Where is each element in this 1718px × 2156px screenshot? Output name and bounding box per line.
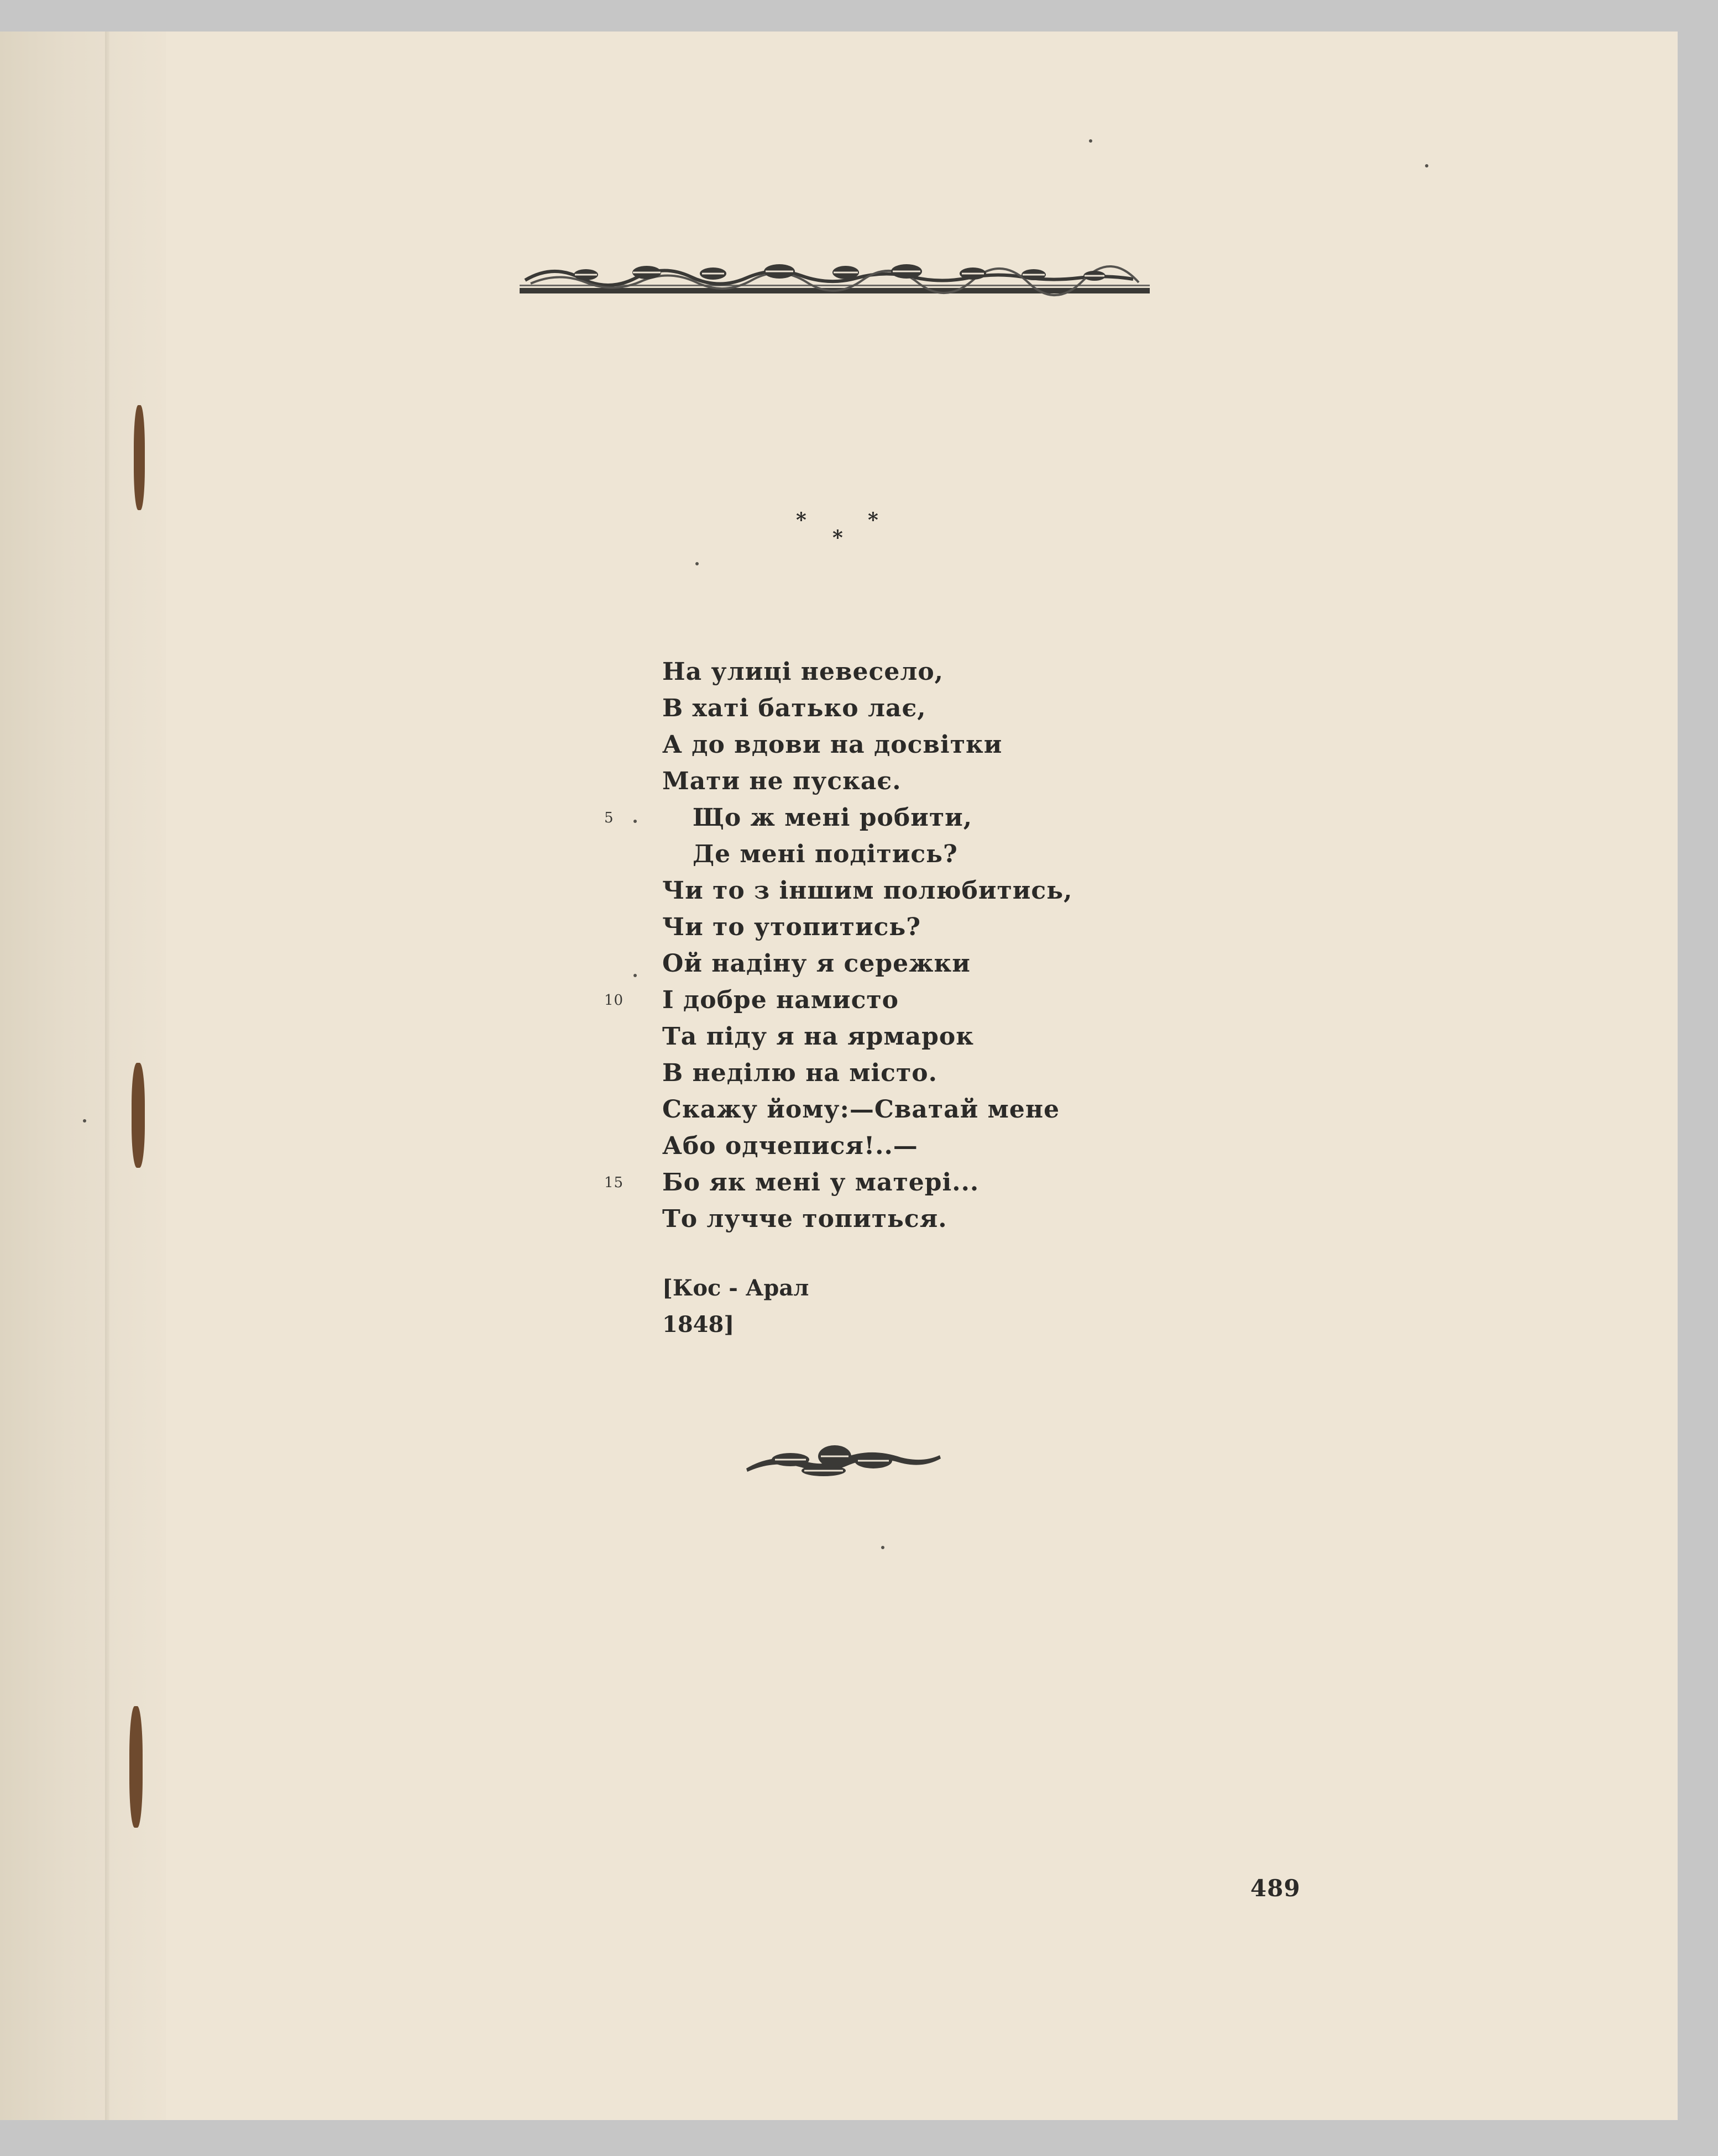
- line-number: 10: [604, 992, 624, 1009]
- rust-stain-middle: [132, 1063, 145, 1168]
- paper-speck: [1425, 164, 1428, 167]
- poem-line: В неділю на місто.: [662, 1059, 937, 1087]
- poem-line: 15 Бо як мені у матері...: [662, 1164, 979, 1201]
- poem-line: 10 І добре намисто: [662, 982, 899, 1019]
- poem-line: 5 Що ж мені робити,: [693, 800, 972, 836]
- svg-text:*: *: [796, 508, 806, 532]
- poem-line: Чи то утопитись?: [662, 913, 921, 941]
- poem-line: На улиці невесело,: [662, 658, 944, 686]
- paper-speck: [633, 974, 637, 977]
- svg-text:*: *: [832, 526, 843, 549]
- floral-tailpiece-icon: [741, 1435, 945, 1485]
- dateline-place: [Кос - Арал: [662, 1275, 809, 1301]
- book-page: [0, 32, 1678, 2120]
- page-number: 489: [1250, 1875, 1301, 1902]
- dateline-year: 1848]: [662, 1312, 735, 1337]
- header-ornament-icon: [520, 258, 1150, 302]
- poem-line: Де мені подітись?: [693, 840, 958, 868]
- paper-speck: [1089, 139, 1092, 143]
- rust-stain-top: [134, 405, 145, 510]
- binding-shadow: [105, 32, 109, 2120]
- paper-speck: [695, 562, 699, 565]
- paper-speck: [633, 820, 637, 823]
- poem-line: Та піду я на ярмарок: [662, 1022, 975, 1051]
- asterism-icon: [790, 507, 890, 557]
- line-number: 5: [604, 810, 614, 826]
- poem-line: А до вдови на досвітки: [662, 731, 1003, 759]
- poem-line: Ой надіну я сережки: [662, 950, 971, 978]
- poem-line: Мати не пускає.: [662, 767, 902, 795]
- poem-line: Чи то з іншим полюбитись,: [662, 877, 1073, 905]
- poem-line: То лучче топиться.: [662, 1205, 947, 1233]
- poem-line: Або одчепися!..—: [662, 1132, 918, 1160]
- poem-line: В хаті батько лає,: [662, 694, 926, 722]
- paper-speck: [881, 1546, 884, 1549]
- paper-speck: [83, 1119, 86, 1122]
- poem-line: Скажу йому:—Сватай мене: [662, 1095, 1060, 1124]
- line-number: 15: [604, 1174, 624, 1191]
- rust-stain-bottom: [129, 1706, 143, 1828]
- svg-text:*: *: [868, 508, 878, 532]
